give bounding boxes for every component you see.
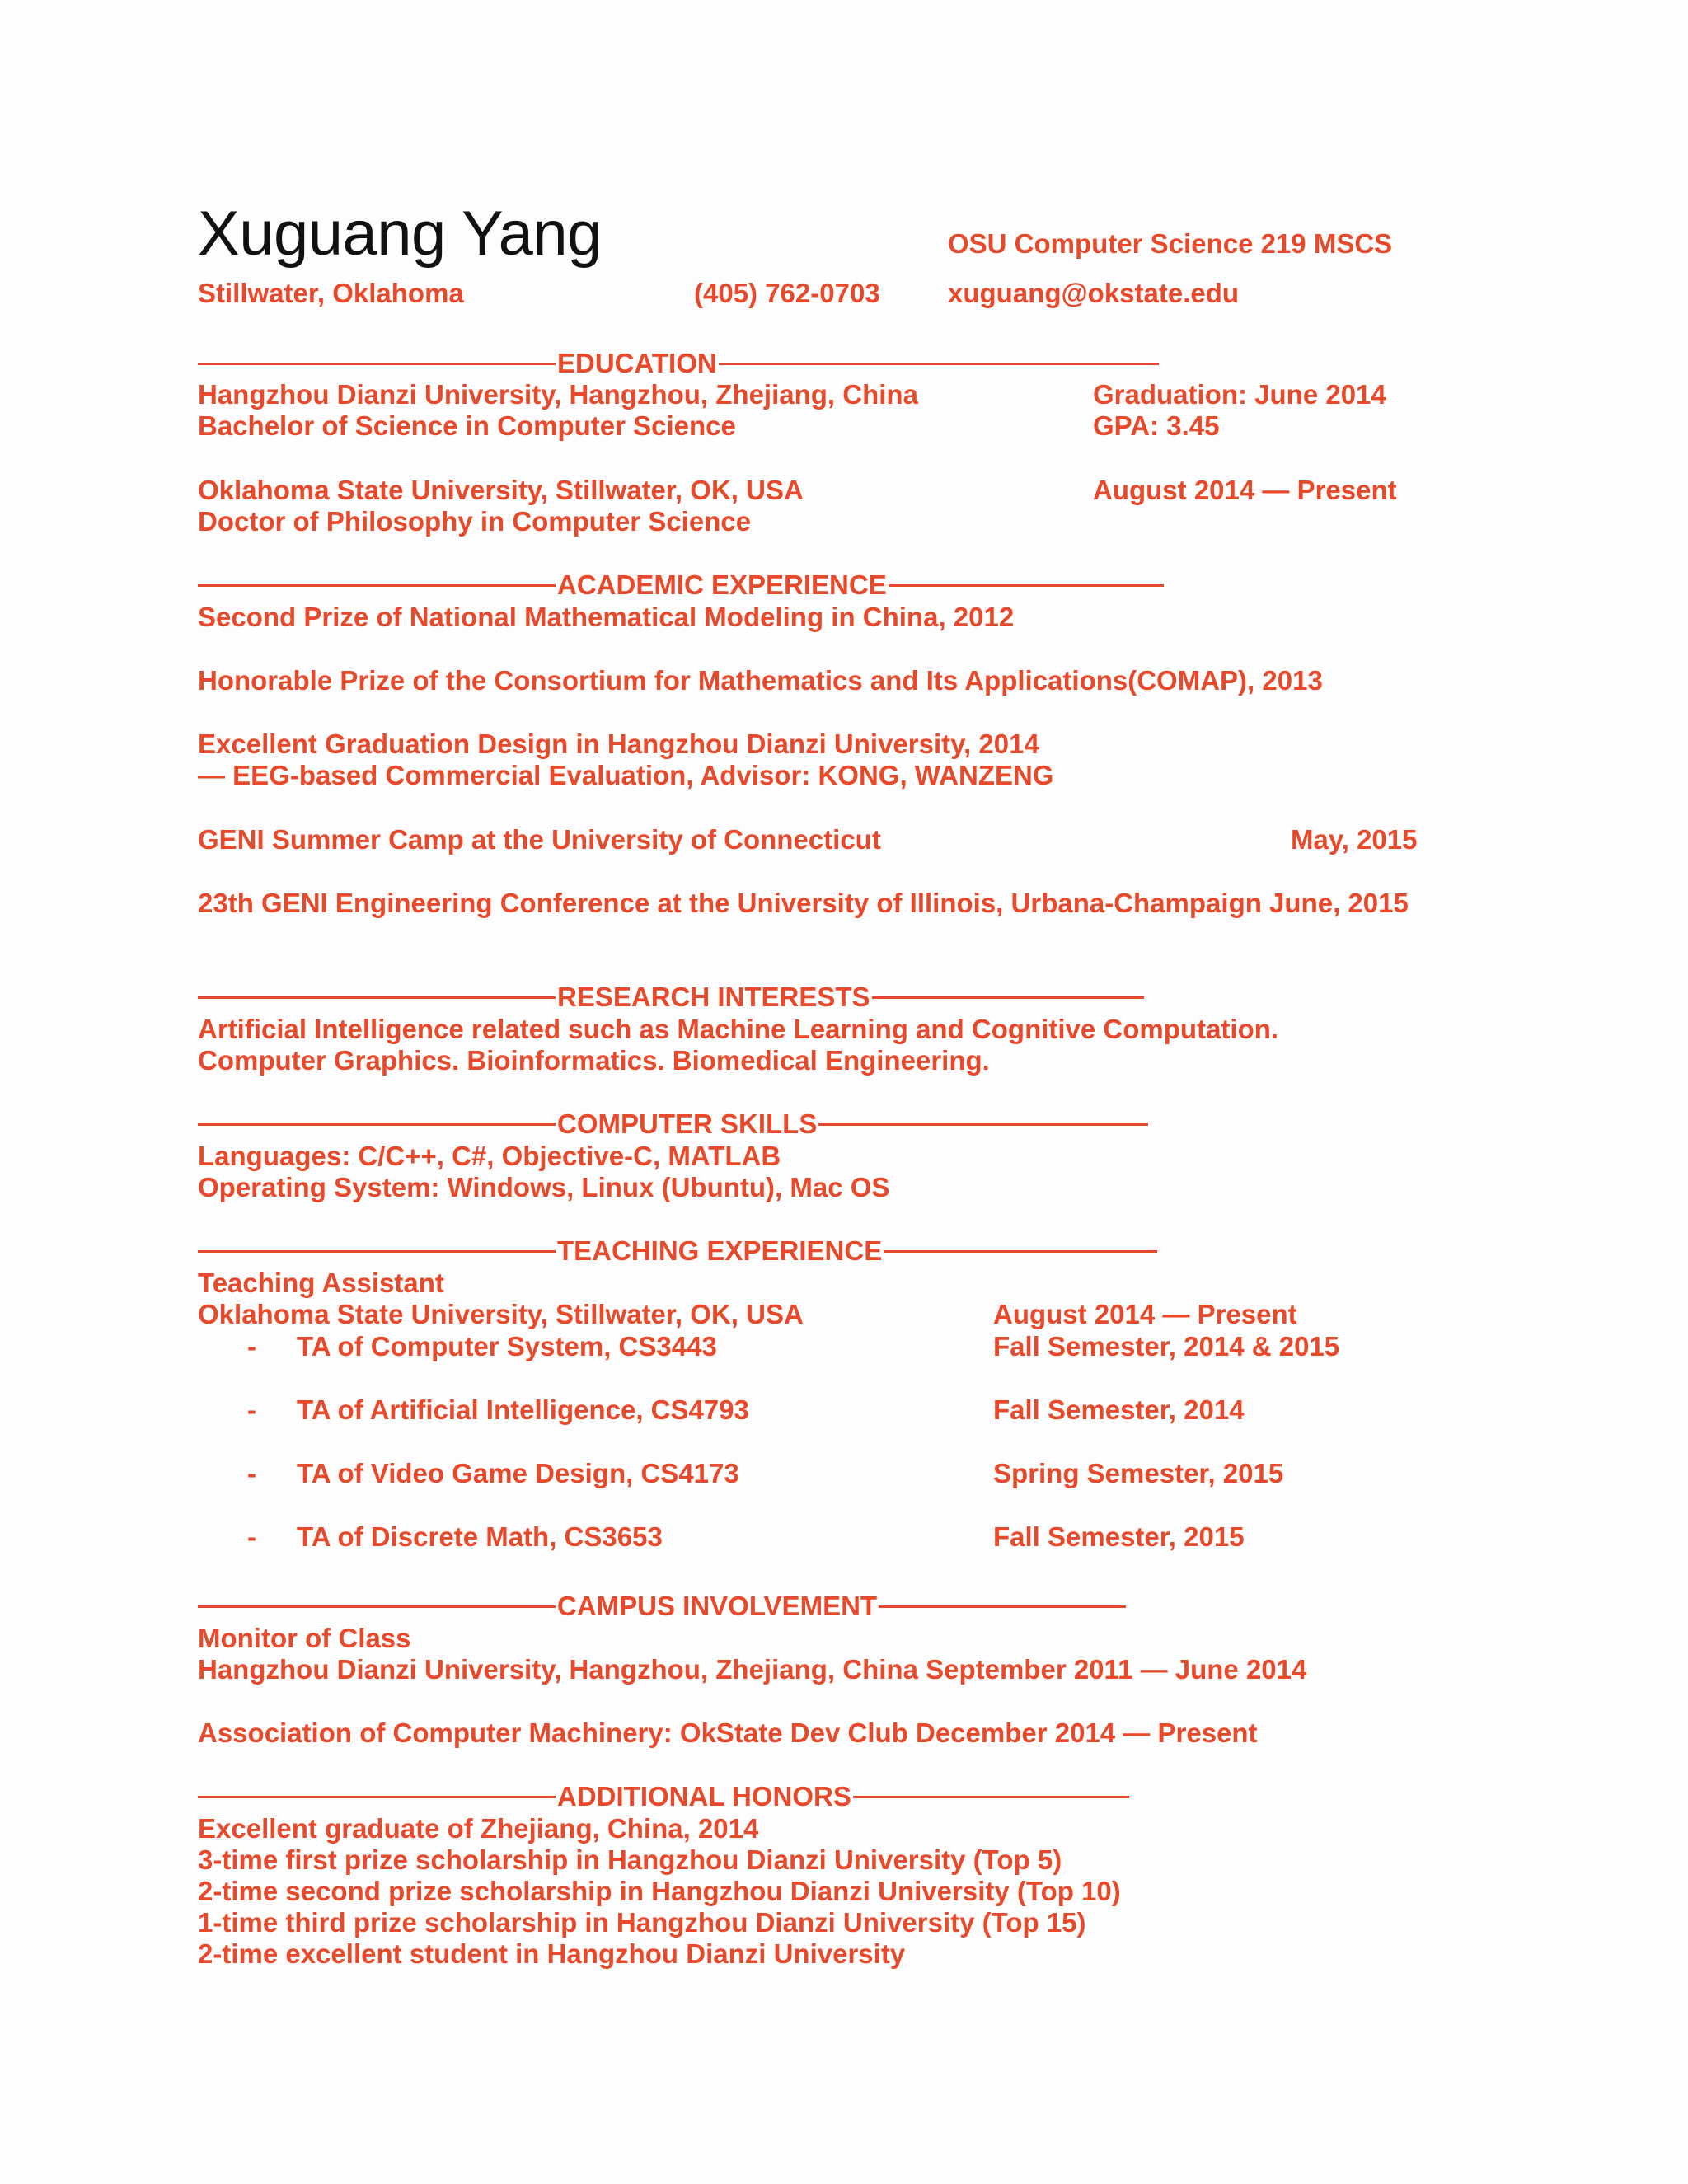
teaching-course: TA of Video Game Design, CS4173 [297, 1458, 739, 1488]
heading-label: TEACHING EXPERIENCE [557, 1235, 883, 1266]
honors-line: 2-time second prize scholarship in Hangzhou Dianzi University (Top 10) [198, 1876, 1121, 1906]
education-school: Oklahoma State University, Stillwater, OK, USA [198, 475, 804, 505]
teaching-course: TA of Discrete Math, CS3653 [297, 1521, 663, 1552]
person-name: Xuguang Yang [198, 199, 602, 269]
list-bullet: - [247, 1394, 256, 1425]
heading-rule [872, 996, 1144, 999]
section-heading-campus [198, 1591, 1126, 1622]
academic-item: GENI Summer Camp at the University of Connecticut [198, 824, 881, 855]
honors-line: 1-time third prize scholarship in Hangzhou Dianzi University (Top 15) [198, 1907, 1086, 1938]
heading-rule [198, 996, 556, 999]
teaching-date: August 2014 — Present [993, 1299, 1297, 1329]
heading-rule [889, 584, 1164, 587]
list-bullet: - [247, 1458, 256, 1488]
academic-item-detail: — EEG-based Commercial Evaluation, Advisor: KONG, WANZENG [198, 760, 1054, 790]
section-heading-academic [198, 569, 1164, 601]
teaching-school: Oklahoma State University, Stillwater, OK, USA [198, 1299, 804, 1329]
research-line: Artificial Intelligence related such as Machine Learning and Cognitive Computation. [198, 1014, 1279, 1044]
list-bullet: - [247, 1521, 256, 1552]
heading-label: CAMPUS INVOLVEMENT [557, 1591, 878, 1621]
teaching-course: TA of Artificial Intelligence, CS4793 [297, 1394, 749, 1425]
office-address: OSU Computer Science 219 MSCS [948, 228, 1393, 259]
heading-rule [198, 1605, 556, 1608]
heading-rule [198, 584, 556, 587]
teaching-term: Fall Semester, 2014 & 2015 [993, 1331, 1340, 1361]
teaching-course: TA of Computer System, CS3443 [297, 1331, 717, 1361]
academic-item: 23th GENI Engineering Conference at the University of Illinois, Urbana-Champaign June, 2015 [198, 888, 1409, 918]
academic-item: Honorable Prize of the Consortium for Mathematics and Its Applications(COMAP), 2013 [198, 665, 1323, 696]
campus-line: Hangzhou Dianzi University, Hangzhou, Zhejiang, China September 2011 — June 2014 [198, 1654, 1307, 1685]
skills-line: Languages: C/C++, C#, Objective-C, MATLAB [198, 1141, 781, 1171]
section-heading-education [198, 348, 1159, 379]
heading-rule [884, 1250, 1157, 1253]
education-degree: Bachelor of Science in Computer Science [198, 410, 736, 441]
location: Stillwater, Oklahoma [198, 278, 464, 308]
education-date: Graduation: June 2014 [1093, 379, 1386, 410]
section-heading-research [198, 982, 1144, 1013]
section-heading-skills [198, 1108, 1148, 1140]
heading-label: ADDITIONAL HONORS [557, 1781, 851, 1811]
education-gpa: GPA: 3.45 [1093, 410, 1220, 441]
section-heading-honors [198, 1781, 1129, 1812]
teaching-term: Spring Semester, 2015 [993, 1458, 1284, 1488]
email: xuguang@okstate.edu [948, 278, 1240, 308]
skills-line: Operating System: Windows, Linux (Ubuntu), Mac OS [198, 1172, 890, 1202]
heading-rule [198, 1250, 556, 1253]
teaching-term: Fall Semester, 2015 [993, 1521, 1245, 1552]
list-bullet: - [247, 1331, 256, 1361]
heading-label: RESEARCH INTERESTS [557, 982, 870, 1012]
academic-item-date: May, 2015 [1291, 824, 1418, 855]
heading-rule [198, 1123, 556, 1126]
education-date: August 2014 — Present [1093, 475, 1397, 505]
phone: (405) 762-0703 [694, 278, 880, 308]
heading-label: EDUCATION [557, 348, 717, 378]
teaching-term: Fall Semester, 2014 [993, 1394, 1245, 1425]
heading-rule [879, 1605, 1126, 1608]
heading-rule [818, 1123, 1148, 1126]
academic-item: Second Prize of National Mathematical Modeling in China, 2012 [198, 602, 1015, 632]
heading-rule [853, 1796, 1129, 1798]
heading-label: ACADEMIC EXPERIENCE [557, 569, 887, 600]
honors-line: 2-time excellent student in Hangzhou Dianzi University [198, 1938, 906, 1969]
honors-line: Excellent graduate of Zhejiang, China, 2014 [198, 1813, 759, 1844]
heading-rule [719, 363, 1159, 365]
education-school: Hangzhou Dianzi University, Hangzhou, Zhejiang, China [198, 379, 918, 410]
section-heading-teaching [198, 1235, 1157, 1267]
academic-item: Excellent Graduation Design in Hangzhou Dianzi University, 2014 [198, 729, 1039, 759]
honors-line: 3-time first prize scholarship in Hangzhou Dianzi University (Top 5) [198, 1844, 1062, 1875]
heading-label: COMPUTER SKILLS [557, 1108, 818, 1139]
research-line: Computer Graphics. Bioinformatics. Biomedical Engineering. [198, 1045, 990, 1076]
campus-line: Monitor of Class [198, 1623, 411, 1653]
teaching-role: Teaching Assistant [198, 1268, 444, 1298]
heading-rule [198, 363, 556, 365]
campus-line: Association of Computer Machinery: OkState Dev Club December 2014 — Present [198, 1718, 1258, 1748]
education-degree: Doctor of Philosophy in Computer Science [198, 506, 752, 537]
heading-rule [198, 1796, 556, 1798]
